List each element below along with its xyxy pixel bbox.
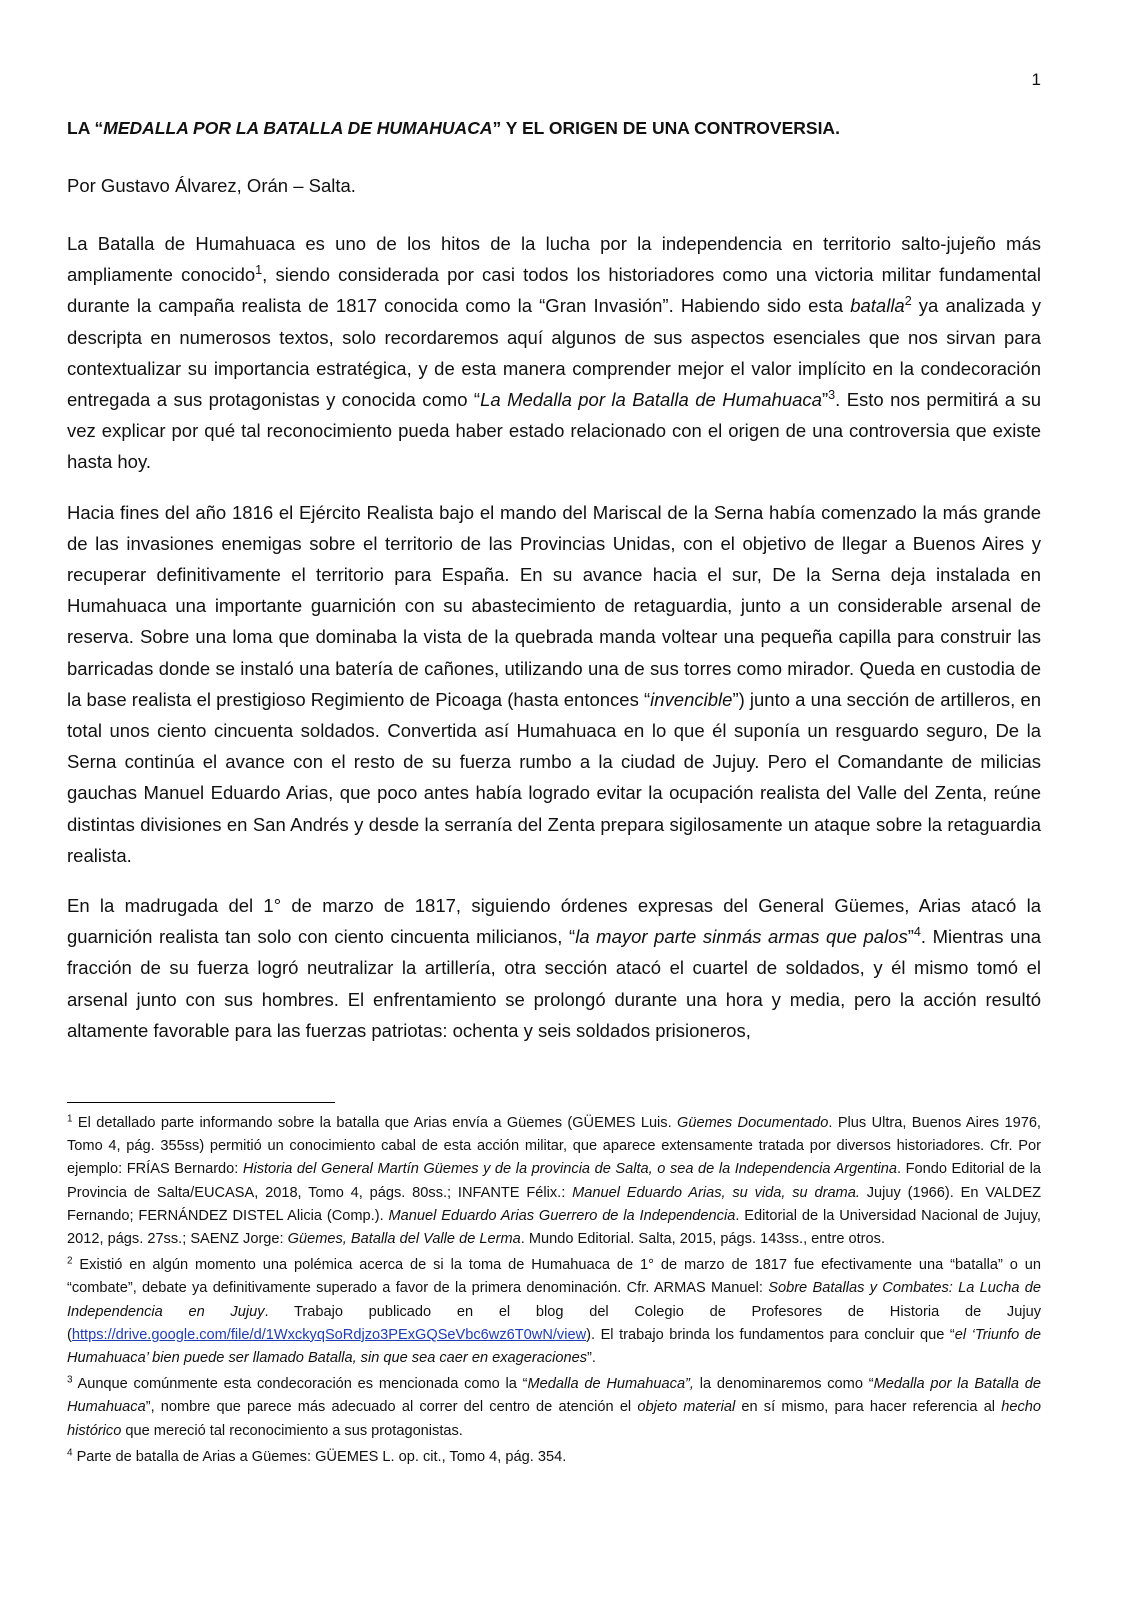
footnote-3: $^3$ Aunque comúnmente esta condecoración es mencionada como la “Medalla de Humahuaca”, la denominaremos como “Medalla por la Batalla de Humahuaca”, nombre que parece más adecuado al correr del centro de atención el objeto material en sí mismo, para hacer referencia al hecho histórico que mereció tal reconocimiento a sus protagonistas. — [67, 1374, 1041, 1439]
footnote-ref-4: 4 — [913, 925, 921, 940]
paragraph-1: La Batalla de Humahuaca es uno de los hitos de la lucha por la independencia en territorio salto-jujeño más ampliamente conocido$^1$, siendo considerada por casi todos los historiadores como una victoria militar fundamental durante la campaña realista de 1817 conocida como la “Gran Invasión”. Habiendo sido esta batalla$^2$ ya analizada y descripta en numerosos textos, solo recordaremos aquí algunos de sus aspectos esenciales que nos sirvan para contextualizar su importancia estratégica, y de esta manera comprender mejor el valor implícito en la condecoración entregada a sus protagonistas y conocida como “La Medalla por la Batalla de Humahuaca”$^3$. Esto nos permitirá a su vez explicar por qué tal reconocimiento pueda haber estado relacionado con el origen de una controversia que existe hasta hoy. — [67, 233, 1041, 473]
document-page — [67, 0, 1041, 1600]
footnote-2: $^2$ Existió en algún momento una polémica acerca de si la toma de Humahuaca de 1° de marzo de 1817 fue efectivamente una “batalla” o un “combate”, debate ya definitivamente superado a favor de la primera denominación. Cfr. ARMAS Manuel: Sobre Batallas y Combates: La Lucha de Independencia en Jujuy. Trabajo publicado en el blog del Colegio de Profesores de Historia de Jujuy (https://drive.google.com/file/d/1WxckyqSoRdjzo3PExGQSeVbc6wz6T0wN/view). El trabajo brinda los fundamentos para concluir que “el ‘Triunfo de Humahuaca’ bien puede ser llamado Batalla, sin que sea caer en exageraciones”. — [67, 1255, 1042, 1367]
body-text — [67, 228, 1041, 1046]
paragraph-3: En la madrugada del 1° de marzo de 1817, siguiendo órdenes expresas del General Güemes, Arias atacó la guarnición realista tan solo con ciento cincuenta milicianos, “la mayor parte sinmás armas que palos”$^4$. Mientras una fracción de su fuerza logró neutralizar la artillería, otra sección atacó el cuartel de soldados, y él mismo tomó el arsenal junto con sus hombres. El enfrentamiento se prolongó durante una hora y media, pero la acción resultó altamente favorable para las fuerzas patriotas: ochenta y seis soldados prisioneros, — [67, 895, 1041, 1041]
paragraph-2: Hacia fines del año 1816 el Ejército Realista bajo el mando del Mariscal de la Serna había comenzado la más grande de las invasiones enemigas sobre el territorio de las Provincias Unidas, con el objetivo de llegar a Buenos Aires y recuperar definitivamente el territorio para España. En su avance hacia el sur, De la Serna deja instalada en Humahuaca una importante guarnición con su abastecimiento de retaguardia, junto a un considerable arsenal de reserva. Sobre una loma que dominaba la vista de la quebrada manda voltear una pequeña capilla para construir las barricadas donde se instaló una batería de cañones, utilizando una de sus torres como mirador. Queda en custodia de la base realista el prestigioso Regimiento de Picoaga (hasta entonces “invencible”) junto a una sección de artilleros, en total unos ciento cincuenta soldados. Convertida así Humahuaca en lo que él suponía un resguardo seguro, De la Serna continúa el avance con el resto de su fuerza rumbo a la ciudad de Jujuy. Pero el Comandante de milicias gauchas Manuel Eduardo Arias, que poco antes había logrado evitar la ocupación realista del Valle del Zenta, reúne distintas divisiones en San Andrés y desde la serranía del Zenta prepara sigilosamente un ataque sobre la retaguardia realista. — [67, 501, 1041, 866]
footnote-ref-1: 1 — [255, 263, 263, 278]
article-title: LA “MEDALLA POR LA BATALLA DE HUMAHUACA” Y EL ORIGEN DE UNA CONTROVERSIA. — [67, 118, 840, 138]
footnote-separator — [67, 1102, 335, 1103]
author-line: Por Gustavo Álvarez, Orán – Salta. — [67, 175, 356, 196]
footnote-ref-2: 2 — [904, 294, 912, 309]
footnote-ref-3: 3 — [828, 388, 836, 403]
footnote-1: $^1$ El detallado parte informando sobre la batalla que Arias envía a Güemes (GÜEMES Luis. Güemes Documentado. Plus Ultra, Buenos Aires 1976, Tomo 4, pág. 355ss) permitió un conocimiento cabal de esta acción militar, que aparece extensamente tratada por diversos historiadores. Cfr. Por ejemplo: FRÍAS Bernardo: Historia del General Martín Güemes y de la provincia de Salta, o sea de la Independencia Argentina. Fondo Editorial de la Provincia de Salta/EUCASA, 2018, Tomo 4, págs. 80ss.; INFANTE Félix.: Manuel Eduardo Arias, su vida, su drama. Jujuy (1966). En VALDEZ Fernando; FERNÁNDEZ DISTEL Alicia (Comp.). Manuel Eduardo Arias Guerrero de la Independencia. Editorial de la Universidad Nacional de Jujuy, 2012, págs. 27ss.; SAENZ Jorge: Güemes, Batalla del Valle de Lerma. Mundo Editorial. Salta, 2015, págs. 143ss., entre otros. — [67, 1113, 1042, 1248]
footnote-4: $^4$ Parte de batalla de Arias a Güemes: GÜEMES L. op. cit., Tomo 4, pág. 354. — [67, 1447, 567, 1465]
footnotes — [67, 1112, 1041, 1472]
drive-link[interactable]: https://drive.google.com/file/d/1WxckyqSoRdjzo3PExGQSeVbc6wz6T0wN/view — [71, 1326, 587, 1343]
page-number: 1 — [1031, 70, 1041, 89]
